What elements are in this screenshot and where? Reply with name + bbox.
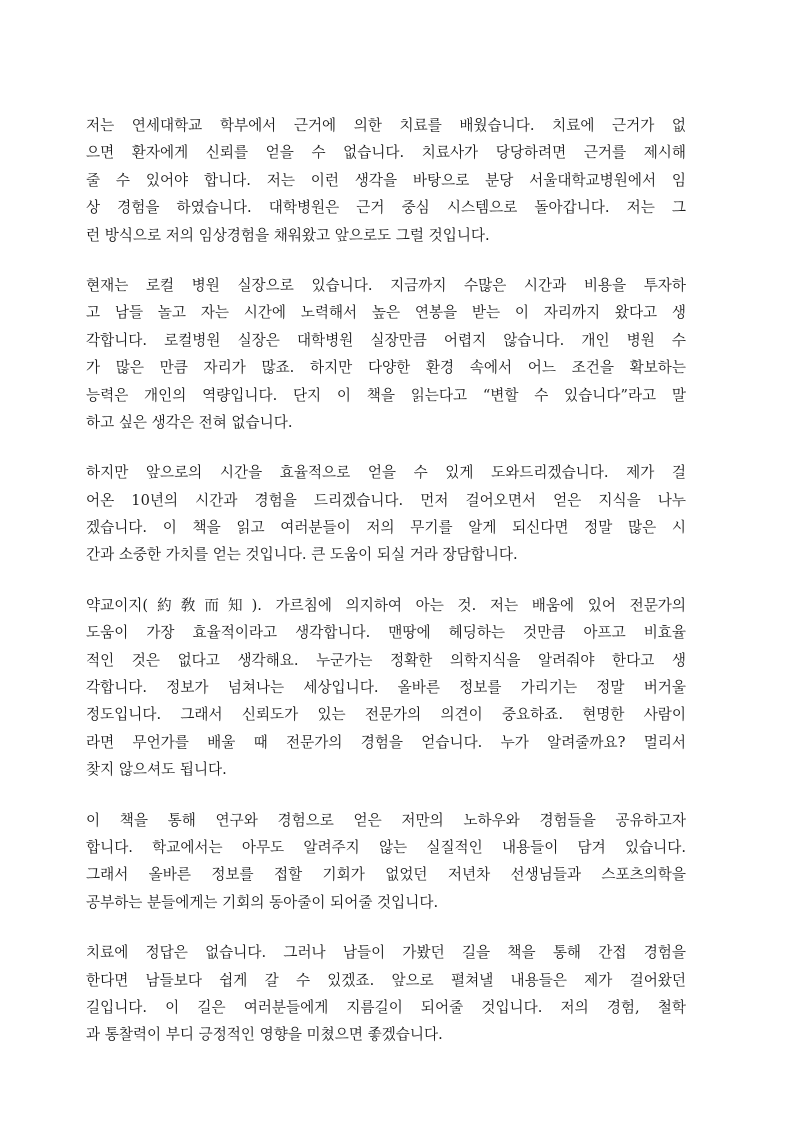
text-line: 약교이지(約敎而知). 가르침에 의지하여 아는 것. 저는 배움에 있어 전문가의 xyxy=(86,596,686,614)
text-line: 하지만 앞으로의 시간을 효율적으로 얻을 수 있게 도와드리겠습니다. 제가 걸 xyxy=(86,464,686,482)
paragraph-6 xyxy=(86,939,686,1049)
text-line: 찾지 않으셔도 됩니다. xyxy=(86,761,227,779)
text-line: 상 경험을 하였습니다. 대학병원은 근거 중심 시스템으로 돌아갑니다. 저는 그 xyxy=(86,199,686,217)
text-line: 합니다. 학교에서는 아무도 알려주지 않는 실질적인 내용들이 담겨 있습니다. xyxy=(86,838,686,856)
text-line: 그래서 올바른 정보를 접할 기회가 없었던 저년차 선생님들과 스포츠의학을 xyxy=(86,866,686,884)
text-line: 가 많은 만큼 자리가 많죠. 하지만 다양한 환경 속에서 어느 조건을 확보하는 xyxy=(86,359,686,377)
text-line: 도움이 가장 효율적이라고 생각합니다. 맨땅에 헤딩하는 것만큼 아프고 비효율 xyxy=(86,624,686,642)
paragraph-5 xyxy=(86,807,686,917)
text-line: 정도입니다. 그래서 신뢰도가 있는 전문가의 의견이 중요하죠. 현명한 사람이 xyxy=(86,706,686,724)
paragraph-2 xyxy=(86,272,686,436)
text-line: 각합니다. 로컬병원 실장은 대학병원 실장만큼 어렵지 않습니다. 개인 병원 수 xyxy=(86,331,686,349)
text-line: 한다면 남들보다 쉽게 갈 수 있겠죠. 앞으로 펼쳐낼 내용들은 제가 걸어왔던 xyxy=(86,971,686,989)
text-line: 어온 10년의 시간과 경험을 드리겠습니다. 먼저 걸어오면서 얻은 지식을 나누 xyxy=(86,491,686,509)
text-line: 공부하는 분들에게는 기회의 동아줄이 되어줄 것입니다. xyxy=(86,893,439,911)
text-line: 길입니다. 이 길은 여러분들에게 지름길이 되어줄 것입니다. 저의 경험, 철학 xyxy=(86,998,686,1016)
document-body xyxy=(86,112,686,1072)
text-line: 각합니다. 정보가 넘쳐나는 세상입니다. 올바른 정보를 가리기는 정말 버거울 xyxy=(86,679,686,697)
text-line: 이 책을 통해 연구와 경험으로 얻은 저만의 노하우와 경험들을 공유하고자 xyxy=(86,811,686,829)
text-line: 간과 소중한 가치를 얻는 것입니다. 큰 도움이 되실 거라 장담합니다. xyxy=(86,546,518,564)
text-line: 줄 수 있어야 합니다. 저는 이런 생각을 바탕으로 분당 서울대학교병원에서 임 xyxy=(86,171,686,189)
text-line: 런 방식으로 저의 임상경험을 채워왔고 앞으로도 그럴 것입니다. xyxy=(86,226,490,244)
text-line: 라면 무언가를 배울 때 전문가의 경험을 얻습니다. 누가 알려줄까요? 멀리서 xyxy=(86,733,686,751)
text-line: 저는 연세대학교 학부에서 근거에 의한 치료를 배웠습니다. 치료에 근거가 없 xyxy=(86,117,686,134)
paragraph-3 xyxy=(86,459,686,569)
text-line: 적인 것은 없다고 생각해요. 누군가는 정확한 의학지식을 알려줘야 한다고 생 xyxy=(86,651,686,669)
paragraph-1 xyxy=(86,112,686,249)
text-line: 겠습니다. 이 책을 읽고 여러분들이 저의 무기를 알게 되신다면 정말 많은 시 xyxy=(86,519,686,537)
text-line: 하고 싶은 생각은 전혀 없습니다. xyxy=(86,413,293,431)
text-line: 으면 환자에게 신뢰를 얻을 수 없습니다. 치료사가 당당하려면 근거를 제시해 xyxy=(86,144,686,162)
text-line: 치료에 정답은 없습니다. 그러나 남들이 가봤던 길을 책을 통해 간접 경험을 xyxy=(86,944,686,962)
text-line: 현재는 로컬 병원 실장으로 있습니다. 지금까지 수많은 시간과 비용을 투자하 xyxy=(86,276,686,294)
text-line: 과 통찰력이 부디 긍정적인 영향을 미쳤으면 좋겠습니다. xyxy=(86,1026,443,1044)
text-line: 능력은 개인의 역량입니다. 단지 이 책을 읽는다고 “변할 수 있습니다”라고 말 xyxy=(86,386,686,404)
text-line: 고 남들 놀고 자는 시간에 노력해서 높은 연봉을 받는 이 자리까지 왔다고 생 xyxy=(86,304,686,322)
paragraph-4 xyxy=(86,592,686,784)
